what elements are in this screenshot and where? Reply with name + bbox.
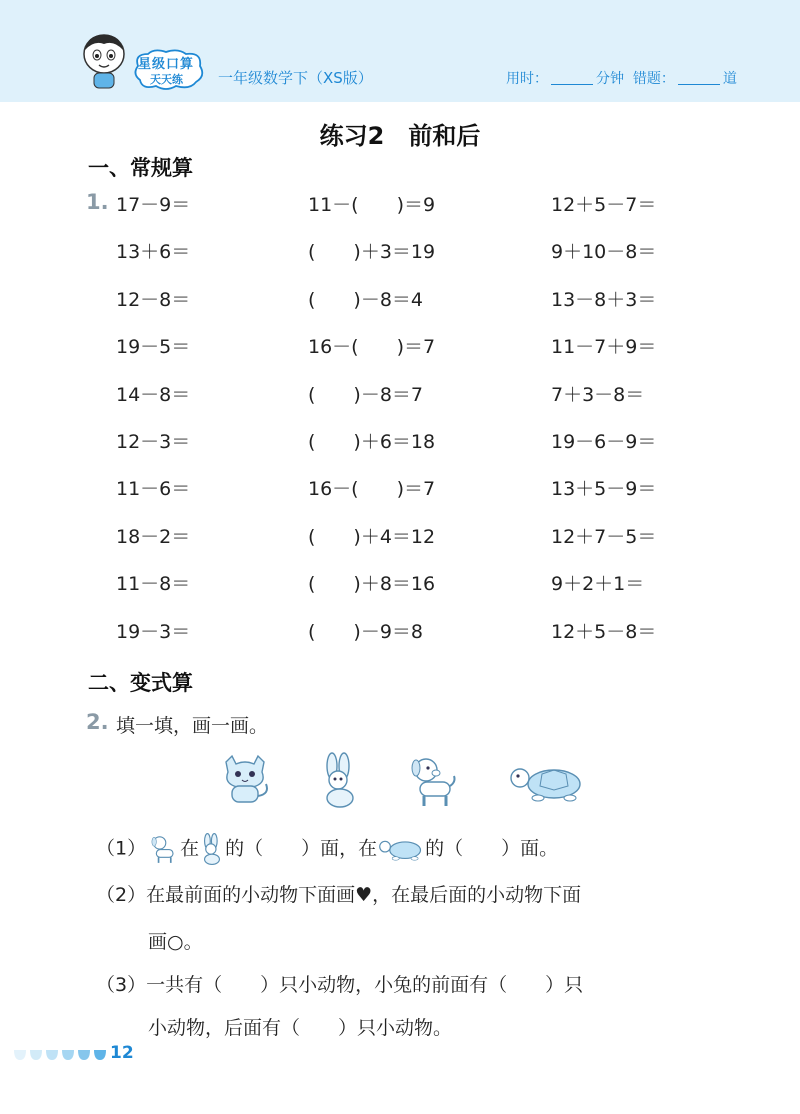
question-1-number: 1. bbox=[86, 190, 109, 214]
equation-r4-c3: 11－7＋9＝ bbox=[551, 336, 657, 358]
equation-r1-c1: 17－9＝ bbox=[116, 194, 191, 216]
time-unit: 分钟 bbox=[596, 71, 624, 87]
equation-r2-c2: ( )＋3＝19 bbox=[308, 241, 436, 263]
equation-r5-c3: 7＋3－8＝ bbox=[551, 384, 645, 406]
equation-r6-c2: ( )＋6＝18 bbox=[308, 431, 436, 453]
time-blank[interactable] bbox=[551, 72, 593, 85]
cat-icon bbox=[218, 754, 272, 806]
sub-question-3-line-2: 小动物，后面有（ ）只小动物。 bbox=[148, 1017, 453, 1039]
equation-r5-c1: 14－8＝ bbox=[116, 384, 191, 406]
equation-r3-c1: 12－8＝ bbox=[116, 289, 191, 311]
errors-unit: 道 bbox=[722, 71, 737, 87]
sub-question-1-text-a: 在 bbox=[180, 837, 200, 860]
equation-r4-c2: 16－( )＝7 bbox=[308, 336, 436, 358]
dog-icon bbox=[146, 834, 180, 864]
equation-r9-c1: 11－8＝ bbox=[116, 573, 191, 595]
sub-question-1-number: （1） bbox=[96, 837, 147, 860]
equation-r6-c3: 19－6－9＝ bbox=[551, 431, 657, 453]
rabbit-icon bbox=[318, 752, 362, 808]
equation-r3-c2: ( )－8＝4 bbox=[308, 289, 424, 311]
equation-r8-c1: 18－2＝ bbox=[116, 526, 191, 548]
rabbit-icon bbox=[199, 833, 225, 865]
sub-question-1 bbox=[96, 833, 558, 865]
equation-r5-c2: ( )－8＝7 bbox=[308, 384, 424, 406]
equation-r2-c3: 9＋10－8＝ bbox=[551, 241, 657, 263]
mascot-icon bbox=[78, 30, 130, 90]
equation-r2-c1: 13＋6＝ bbox=[116, 241, 191, 263]
dog-icon bbox=[406, 754, 458, 808]
equation-r1-c2: 11－( )＝9 bbox=[308, 194, 436, 216]
sub-question-3-line-1: （3）一共有（ ）只小动物，小兔的前面有（ ）只 bbox=[96, 974, 584, 996]
equation-r9-c2: ( )＋8＝16 bbox=[308, 573, 436, 595]
footer-dots bbox=[14, 1048, 108, 1062]
sub-question-1-text-c: 的（ ）面。 bbox=[425, 837, 559, 860]
equation-r8-c2: ( )＋4＝12 bbox=[308, 526, 436, 548]
equation-r3-c3: 13－8＋3＝ bbox=[551, 289, 657, 311]
question-2-number: 2. bbox=[86, 710, 109, 734]
equation-r10-c3: 12＋5－8＝ bbox=[551, 621, 657, 643]
turtle-icon bbox=[377, 836, 425, 862]
logo-subtitle: 天天练 bbox=[150, 73, 183, 86]
page-number: 12 bbox=[110, 1043, 134, 1063]
equation-r1-c3: 12＋5－7＝ bbox=[551, 194, 657, 216]
equation-r4-c1: 19－5＝ bbox=[116, 336, 191, 358]
equation-r7-c1: 11－6＝ bbox=[116, 478, 191, 500]
equation-r7-c3: 13＋5－9＝ bbox=[551, 478, 657, 500]
errors-label: 错题： bbox=[632, 71, 675, 87]
question-2-instruction: 填一填，画一画。 bbox=[116, 715, 269, 737]
errors-blank[interactable] bbox=[678, 72, 720, 85]
logo-title: 星级口算 bbox=[138, 57, 195, 72]
turtle-icon bbox=[508, 760, 586, 804]
time-label: 用时： bbox=[506, 71, 548, 87]
sub-question-1-text-b: 的（ ）面，在 bbox=[225, 837, 378, 860]
equation-r8-c3: 12＋7－5＝ bbox=[551, 526, 657, 548]
time-errors-record bbox=[506, 68, 737, 88]
book-title: 一年级数学下（XS版） bbox=[218, 69, 373, 87]
sub-question-2-line-1: （2）在最前面的小动物下面画♥，在最后面的小动物下面 bbox=[96, 884, 582, 906]
equation-r7-c2: 16－( )＝7 bbox=[308, 478, 436, 500]
equation-r10-c2: ( )－9＝8 bbox=[308, 621, 424, 643]
equation-r10-c1: 19－3＝ bbox=[116, 621, 191, 643]
equation-r9-c3: 9＋2＋1＝ bbox=[551, 573, 645, 595]
section-2-heading: 二、变式算 bbox=[88, 671, 193, 695]
sub-question-2-line-2: 画○。 bbox=[148, 931, 203, 953]
animals-row bbox=[218, 752, 588, 812]
header-wave bbox=[0, 90, 800, 108]
page-title: 练习2 前和后 bbox=[319, 122, 481, 150]
section-1-heading: 一、常规算 bbox=[88, 156, 193, 180]
equation-r6-c1: 12－3＝ bbox=[116, 431, 191, 453]
